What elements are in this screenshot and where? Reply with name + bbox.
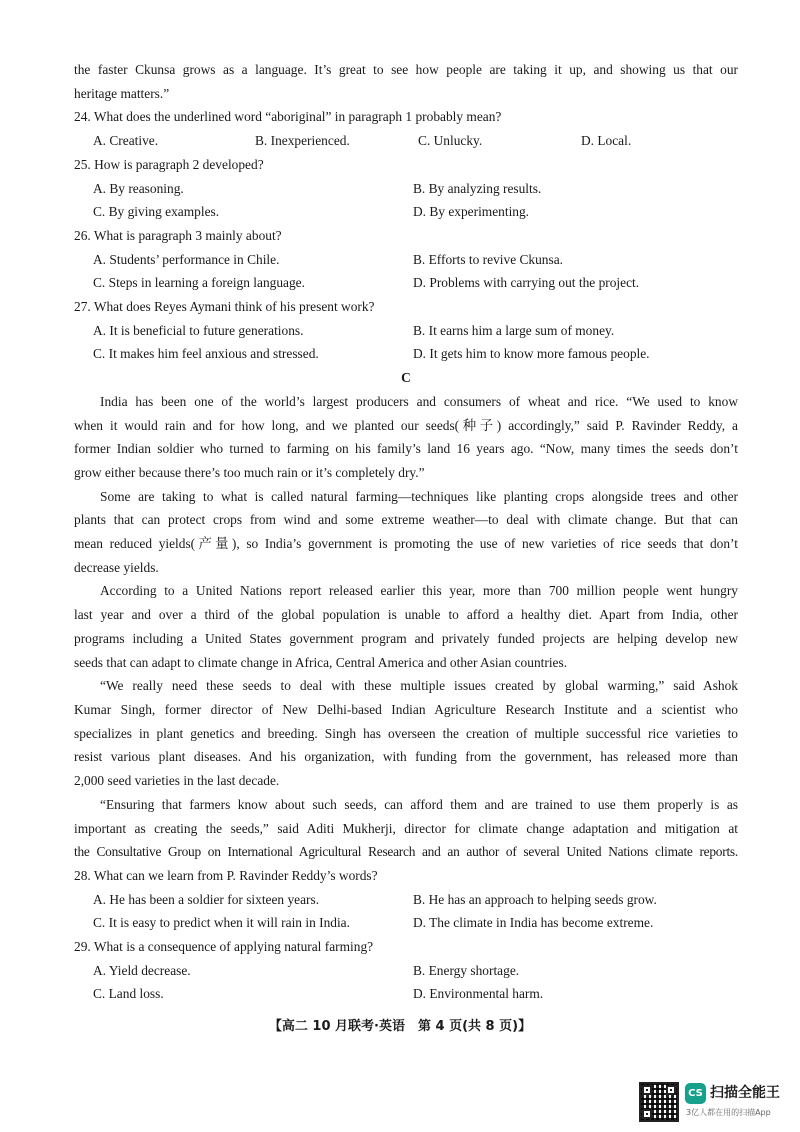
option-c[interactable]: C. Land loss. (93, 986, 164, 1002)
question-27-stem: 27. What does Reyes Aymani think of his present work? (74, 299, 375, 315)
question-25-options-row2 (74, 200, 738, 224)
option-d[interactable]: D. By experimenting. (413, 204, 530, 220)
passage-c-paragraph-5: “Ensuring that farmers know about such seeds, can afford them and are trained to use them properly is as important as creating the seeds,” said Aditi Mukherji, director for climate change adaptation and mitigation at the Consultative Group on International Agricultural Research and an author of several United Nations climate reports. (74, 796, 738, 860)
question-28-options-row1 (74, 888, 738, 912)
option-d[interactable]: D. Local. (581, 133, 632, 149)
section-c-heading: C (401, 370, 411, 386)
camscanner-logo-icon: CS (685, 1083, 706, 1104)
option-c[interactable]: C. It makes him feel anxious and stressed. (93, 346, 319, 362)
passage-c-paragraph-1: India has been one of the world’s largest producers and consumers of wheat and rice. “We used to know when it would rain and for how long, and we planted our seeds(种子) accordingly,” said P. Ravinder Reddy, a former Indian soldier who turned to farming on his family’s land 16 years ago. “Now, many times the seeds don’t grow either because there’s too much rain or it’s completely dry.” (74, 393, 738, 480)
passage-c-paragraph-3: According to a United Nations report released earlier this year, more than 700 million people went hungry last year and over a third of the global population is unable to afford a healthy diet. Apart from India, other programs including a United States government program and privately funded projects are helping develop new seeds that can adapt to climate change in Africa, Central America and other Asian countries. (74, 583, 738, 670)
option-d[interactable]: D. It gets him to know more famous people. (413, 346, 650, 362)
option-a[interactable]: A. Creative. (93, 133, 159, 149)
option-c[interactable]: C. By giving examples. (93, 204, 220, 220)
option-a[interactable]: A. Yield decrease. (93, 962, 191, 978)
option-d[interactable]: D. Problems with carrying out the project. (413, 275, 640, 291)
option-a[interactable]: A. Students’ performance in Chile. (93, 251, 280, 267)
option-d[interactable]: D. Environmental harm. (413, 986, 544, 1002)
option-c[interactable]: C. Steps in learning a foreign language. (93, 275, 305, 291)
watermark-app-name: 扫描全能王 (710, 1085, 780, 1101)
question-27-options-row2 (74, 342, 738, 366)
option-b[interactable]: B. Inexperienced. (255, 133, 350, 149)
question-27-options-row1 (74, 319, 738, 343)
option-d[interactable]: D. The climate in India has become extreme. (413, 915, 654, 931)
exam-page (74, 58, 738, 1006)
question-25-stem: 25. How is paragraph 2 developed? (74, 156, 264, 172)
question-24-options (74, 129, 738, 153)
option-b[interactable]: B. He has an approach to helping seeds grow. (413, 891, 657, 907)
question-26-options-row1 (74, 248, 738, 272)
question-26-options-row2 (74, 271, 738, 295)
question-28-options-row2 (74, 911, 738, 935)
passage-b-line: the faster Ckunsa grows as a language. It’s great to see how people are taking it up, and showing us that our (74, 62, 738, 77)
passage-b-line: heritage matters.” (74, 85, 170, 101)
passage-c-paragraph-2: Some are taking to what is called natural farming—techniques like planting crops alongside trees and other plants that can protect crops from wind and some extreme weather—to deal with climate change. But that can mean reduced yields(产量), so India’s government is promoting the use of new varieties of rice seeds that don’t decrease yields. (74, 488, 738, 575)
option-c[interactable]: C. It is easy to predict when it will rain in India. (93, 915, 350, 931)
page-footer: 【高二 10 月联考·英语 第 4 页(共 8 页)】 (268, 1019, 532, 1034)
question-29-options-row1 (74, 959, 738, 983)
option-b[interactable]: B. Energy shortage. (413, 962, 520, 978)
question-24-stem: 24. What does the underlined word “aboriginal” in paragraph 1 probably mean? (74, 109, 502, 125)
option-c[interactable]: C. Unlucky. (418, 133, 483, 149)
option-a[interactable]: A. By reasoning. (93, 180, 184, 196)
option-a[interactable]: A. It is beneficial to future generations. (93, 322, 304, 338)
watermark-tagline: 3亿人都在用的扫描App (686, 1108, 771, 1117)
option-a[interactable]: A. He has been a soldier for sixteen years. (93, 891, 320, 907)
option-b[interactable]: B. It earns him a large sum of money. (413, 322, 615, 338)
question-28-stem: 28. What can we learn from P. Ravinder Reddy’s words? (74, 867, 378, 883)
option-b[interactable]: B. Efforts to revive Ckunsa. (413, 251, 564, 267)
option-b[interactable]: B. By analyzing results. (413, 180, 542, 196)
question-29-options-row2 (74, 982, 738, 1006)
question-26-stem: 26. What is paragraph 3 mainly about? (74, 227, 282, 243)
qr-code-icon (639, 1082, 679, 1122)
passage-c-paragraph-4: “We really need these seeds to deal with these multiple issues created by global warming,” said Ashok Kumar Singh, former director of New Delhi-based Indian Agriculture Research Institute and a scientist who specializes in plant genetics and breeding. Singh has overseen the creation of multiple successful rice varieties to resist various plant diseases. And his organization, with funding from the government, has released more than 2,000 seed varieties in the last decade. (74, 678, 738, 789)
question-29-stem: 29. What is a consequence of applying natural farming? (74, 939, 374, 955)
question-25-options-row1 (74, 177, 738, 201)
